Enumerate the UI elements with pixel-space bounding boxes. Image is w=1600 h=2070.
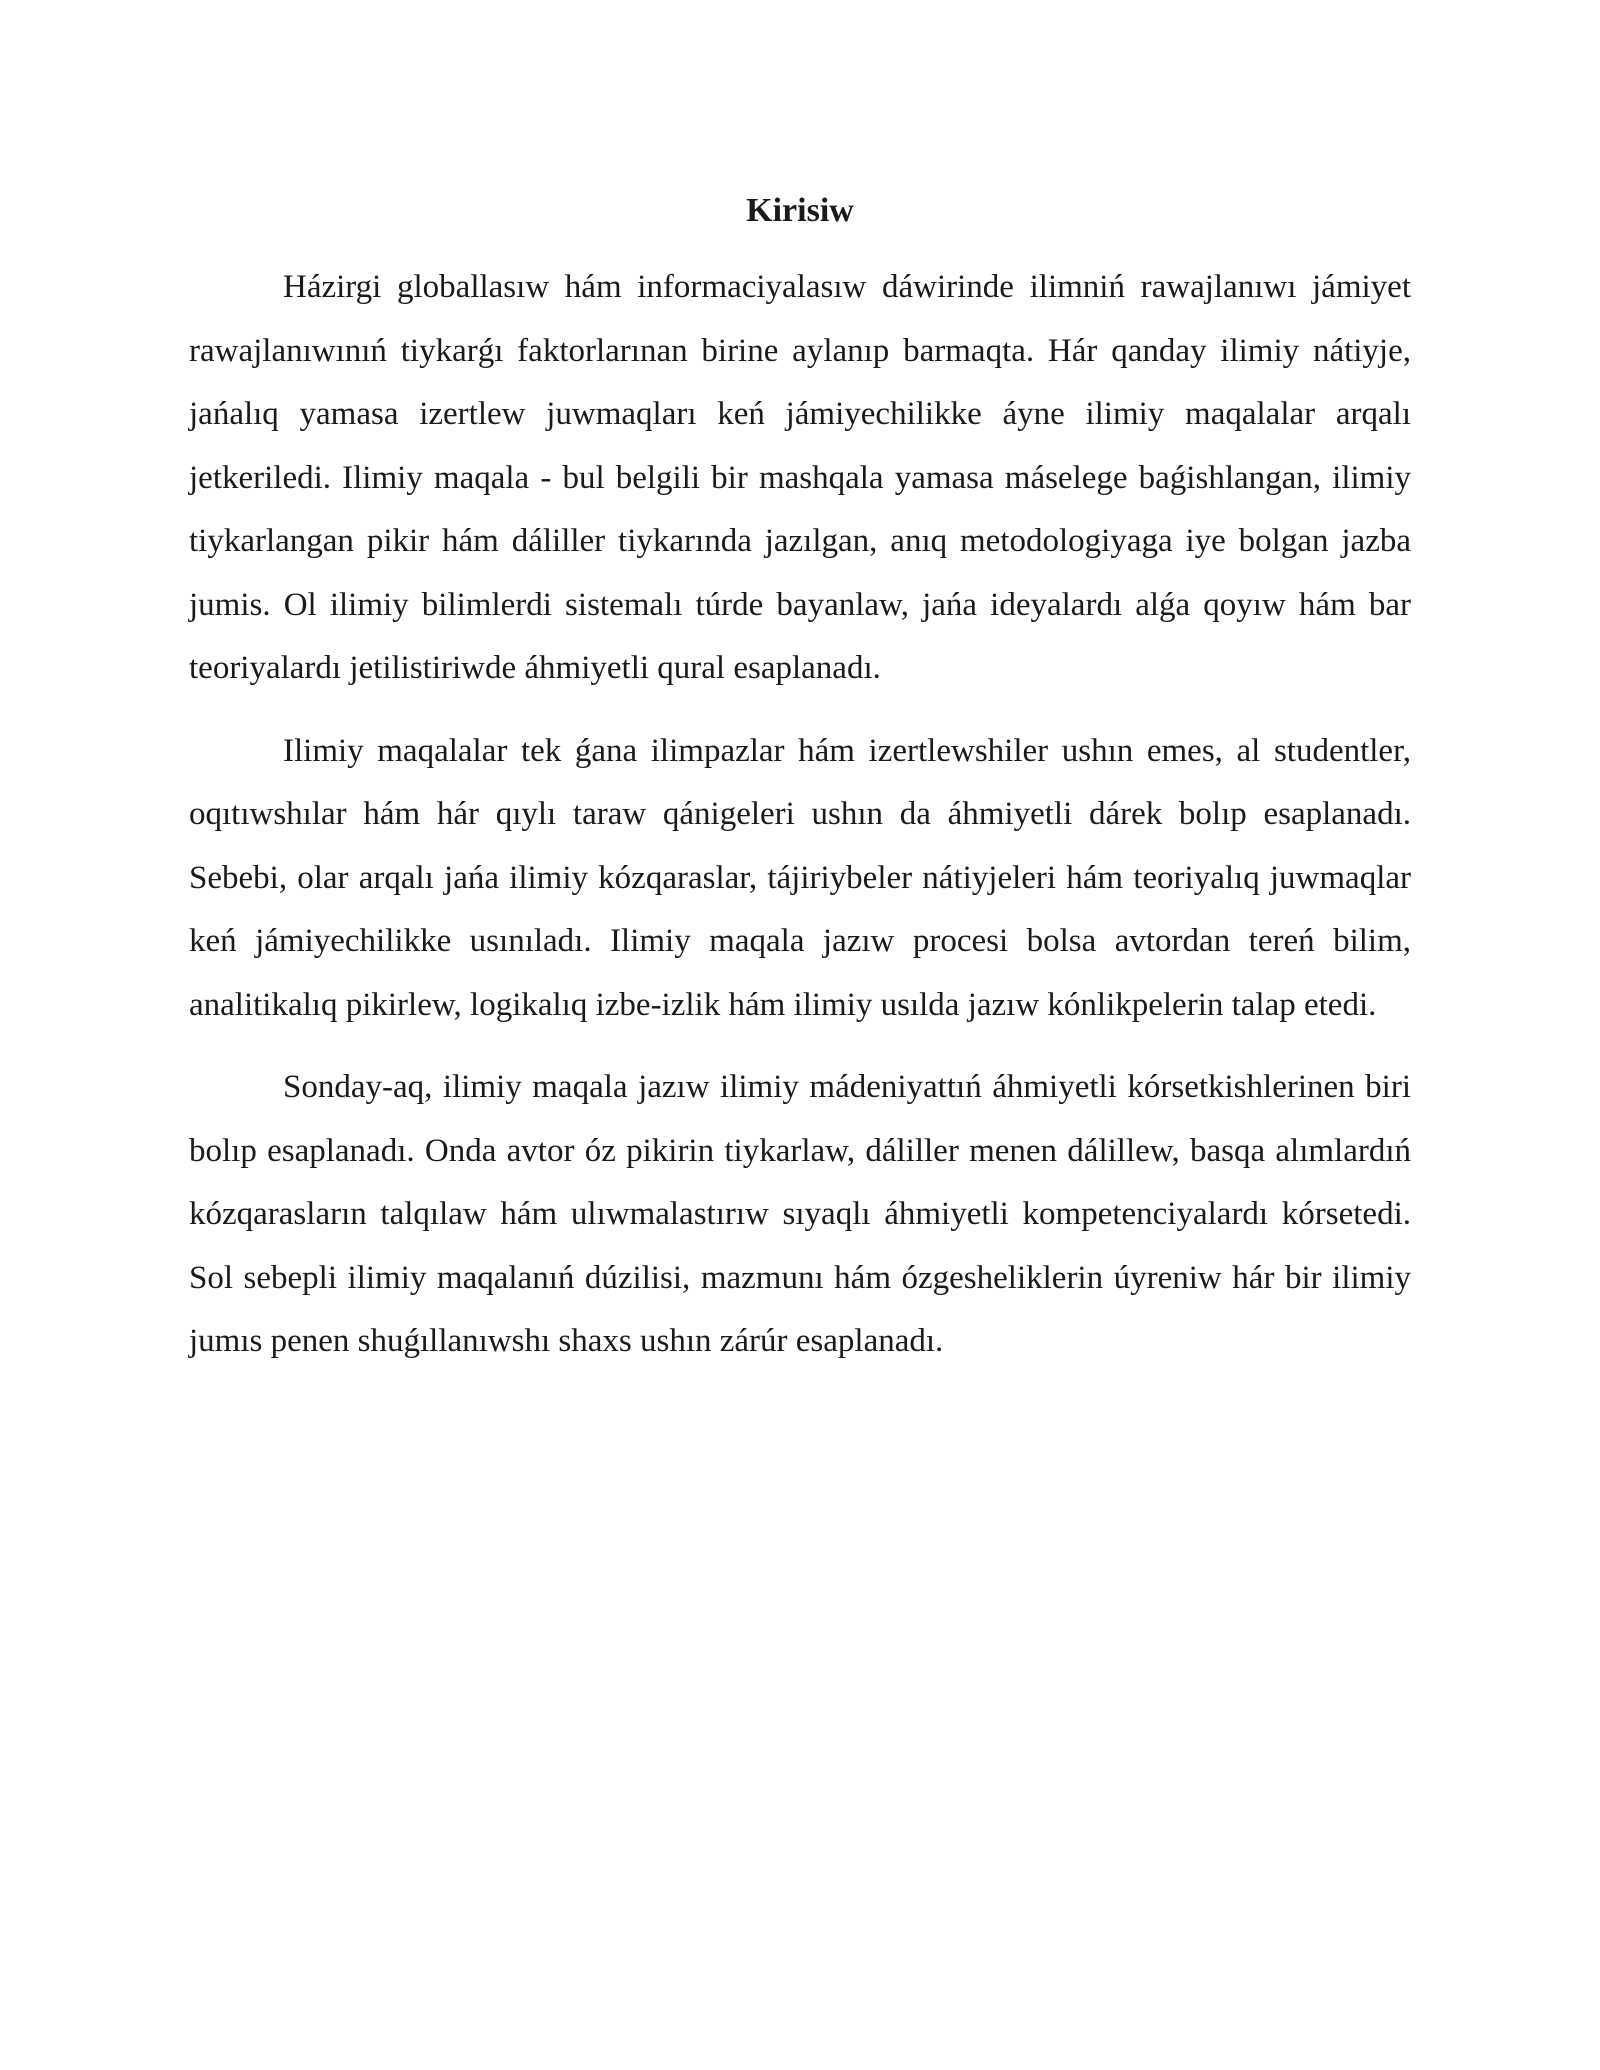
paragraph-2: Ilimiy maqalalar tek ǵana ilimpazlar hám izertlewshiler ushın emes, al studentler, oqıtıwshılar hám hár qıylı taraw qánigeleri ushın da áhmiyetli dárek bolıp esaplanadı. Sebebi, olar arqalı jańa ilimiy kózqaraslar, tájiriybeler nátiyjeleri hám teoriyalıq juwmaqlar keń jámiyechilikke usınıladı. Ilimiy maqala jazıw procesi bolsa avtordan tereń bilim, analitikalıq pikirlew, logikalıq izbe-izlik hám ilimiy usılda jazıw kónlikpelerin talap etedi.: [189, 732, 1411, 1023]
document-body: [189, 186, 1411, 1393]
paragraph-1: Házirgi globallasıw hám informaciyalasıw dáwirinde ilimniń rawajlanıwı jámiyet rawajlanıwınıń tiykarǵı faktorlarınan birine aylanıp barmaqta. Hár qanday ilimiy nátiyje, jańalıq yamasa izertlew juwmaqları keń jámiyechilikke áyne ilimiy maqalalar arqalı jetkeriledi. Ilimiy maqala - bul belgili bir mashqala yamasa máselege baǵishlangan, ilimiy tiykarlangan pikir hám dáliller tiykarında jazılgan, anıq metodologiyaga iye bolgan jazba jumis. Ol ilimiy bilimlerdi sistemalı túrde bayanlaw, jańa ideyalardı alǵa qoyıw hám bar teoriyalardı jetilistiriwde áhmiyetli qural esaplanadı.: [189, 269, 1411, 686]
paragraph-3: Sonday-aq, ilimiy maqala jazıw ilimiy mádeniyattıń áhmiyetli kórsetkishlerinen biri bolıp esaplanadı. Onda avtor óz pikirin tiykarlaw, dáliller menen dálillew, basqa alımlardıń kózqarasların talqılaw hám ulıwmalastırıw sıyaqlı áhmiyetli kompetenciyalardı kórsetedi. Sol sebepli ilimiy maqalanıń dúzilisi, mazmunı hám ózgesheliklerin úyreniw hár bir ilimiy jumıs penen shuǵıllanıwshı shaxs ushın zárúr esaplanadı.: [189, 1069, 1411, 1359]
document-title: Kirisiw: [746, 192, 854, 229]
